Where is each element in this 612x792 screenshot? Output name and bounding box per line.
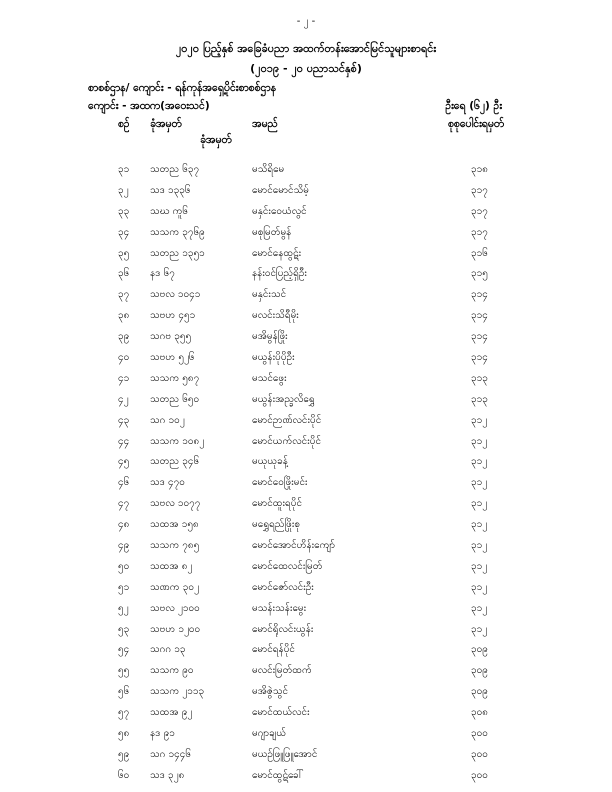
table-row: [0, 620, 612, 641]
total-marks: ၃၁၂: [471, 560, 488, 572]
row-number: ၆၀: [118, 769, 130, 781]
table-row: [0, 661, 612, 682]
table-row: [0, 724, 612, 745]
student-name: မောင်ရိုလင်းယွန်း: [252, 623, 314, 635]
total-marks: ၃၁၂: [471, 602, 488, 614]
total-marks: ၃၁၃: [471, 372, 488, 384]
total-marks: ၃၀၉: [471, 665, 488, 677]
roll-number: သဏက ၃၀၂: [150, 581, 199, 593]
column-header-marks: စုစုပေါင်းရမှတ်: [448, 118, 505, 130]
student-name: မောင်ထယ်လင်း: [252, 707, 310, 719]
total-marks: ၃၁၄: [471, 289, 488, 301]
row-number: ၅၆: [118, 686, 130, 698]
total-marks: ၃၁၂: [471, 581, 488, 593]
row-number: ၃၄: [118, 226, 130, 238]
student-name: မောင်ရန်ပိုင်: [252, 644, 295, 656]
total-marks: ၃၀၀: [471, 769, 488, 781]
roll-number: သသက ၅၈၇: [150, 372, 200, 384]
student-name: မောင်ထူးရပိုင်: [252, 498, 302, 510]
row-number: ၅၀: [118, 560, 130, 572]
roll-number: သထအ ၉၂: [150, 707, 193, 719]
roll-number: သဗလ ၂၁၀၀: [150, 602, 200, 614]
table-row: [0, 536, 612, 557]
document-subtitle: (၂၀၁၉ - ၂၀ ပညာသင်နှစ်): [250, 62, 362, 75]
total-marks: ၃၁၃: [471, 393, 488, 405]
row-number: ၅၅: [118, 665, 130, 677]
student-name: မောင်ထွဋ်ခေါ်: [252, 769, 304, 781]
roll-number: သဗဟ ၄၅၁: [150, 310, 196, 322]
student-name: မရွှေရည်ဖြိုးစု: [252, 519, 301, 531]
total-marks: ၃၁၇: [471, 205, 488, 217]
total-marks: ၃၀၀: [471, 748, 488, 760]
table-row: [0, 160, 612, 181]
roll-number: သသက ၂၁၁၃: [150, 686, 205, 698]
row-number: ၄၉: [118, 540, 130, 552]
table-row: [0, 745, 612, 766]
student-name: မယုယုခန့်: [252, 456, 288, 468]
exam-center-line: စာစစ်ဌာန/ ကျောင်း - ရန်ကုန်အရှေ့ပိုင်းစာစစ်ဌာန: [88, 82, 277, 94]
student-name: မောင်ထေလင်းမြတ်: [252, 560, 323, 572]
student-name: မနှင်းသင်: [252, 289, 287, 301]
roll-number: သတည ၆၃၇: [150, 164, 200, 175]
total-marks: ၃၁၂: [471, 540, 488, 552]
roll-number: သထအ ၁၅၈: [150, 519, 199, 531]
table-row: [0, 244, 612, 265]
roll-number: နဒ ၆၇: [150, 268, 175, 280]
student-name: မောင်ဇော်လင်းဦး: [252, 581, 314, 593]
roll-number: သဒ ၃၂၈: [150, 769, 185, 781]
student-name: မသင်ဖွေး: [252, 372, 287, 384]
roll-number: သဒ ၁၃၃၆: [150, 184, 191, 196]
table-row: [0, 473, 612, 494]
total-marks: ၃၁၈: [471, 164, 488, 175]
total-marks: ၃၁၂: [471, 519, 488, 531]
student-name: မသန်းသန်းမွေး: [252, 602, 307, 614]
total-marks: ၃၁၂: [471, 623, 488, 635]
column-header-roll: ခုံအမှတ်: [150, 118, 182, 130]
total-marks: ၃၁၇: [471, 226, 488, 238]
table-row: [0, 557, 612, 578]
row-number: ၃၈: [118, 310, 130, 322]
row-number: ၅၄: [118, 644, 130, 656]
row-number: ၄၇: [118, 498, 130, 510]
roll-number: သဃ ကူ၆: [150, 205, 189, 217]
row-number: ၃၂: [118, 184, 129, 196]
table-row: [0, 264, 612, 285]
row-number: ၃၃: [118, 205, 130, 217]
student-name: မောင်ဉာဏ်လင်းပိုင်: [252, 414, 322, 426]
row-number: ၅၇: [118, 707, 130, 719]
roll-number: သတည ၃၄၆: [150, 456, 200, 468]
roll-number: သဗဟ ၅၂၆: [150, 352, 195, 364]
row-number: ၃၇: [118, 289, 130, 301]
roll-number: နဒ ၉၁: [150, 728, 175, 740]
document-title: ၂၀၂၀ ပြည့်နှစ် အခြေခံပညာ အထက်တန်းအောင်မြင်သူများစာရင်း: [175, 42, 437, 55]
table-row: [0, 515, 612, 536]
table-row: [0, 640, 612, 661]
roll-number: သသက ၇၈၅: [150, 540, 200, 552]
roll-number: သတည ၁၃၅၁: [150, 247, 205, 259]
table-row: [0, 766, 612, 787]
table-row: [0, 411, 612, 432]
page-number: - ၂ -: [296, 16, 316, 27]
table-row: [0, 432, 612, 453]
roll-number: သတည ၆၅၀: [150, 393, 200, 405]
roll-number: သသက ၁၀၈၂: [150, 435, 205, 447]
column-header-roll-sub: ခုံအမှတ်: [200, 134, 232, 146]
total-marks: ၃၁၄: [471, 310, 488, 322]
roll-number: သဗဟ ၁၂၀၀: [150, 623, 201, 635]
total-marks: ၃၁၅: [471, 268, 488, 280]
roll-number: သဗလ ၁၀၄၁: [150, 289, 201, 301]
roll-number: သထအ ၈၂: [150, 560, 193, 572]
student-name: မောင်ယက်လင်းပိုင်: [252, 435, 322, 447]
roll-number: သဂဗ ၃၅၅: [150, 331, 192, 343]
roll-number: သသက ၃၇၆၉: [150, 226, 205, 238]
table-row: [0, 452, 612, 473]
student-name: မနှင်းဝေယံလွင်: [252, 205, 307, 217]
total-marks: ၃၁၂: [471, 414, 488, 426]
row-number: ၃၁: [118, 164, 130, 175]
table-row: [0, 599, 612, 620]
student-name: မောင်အောင်ဟိန်းကျော်: [252, 540, 336, 552]
row-number: ၅၁: [118, 581, 130, 593]
row-number: ၄၈: [118, 519, 130, 531]
roll-number: သဂဂ ၁၃: [150, 644, 186, 656]
student-name: မအိမွန်ဖြိုး: [252, 331, 288, 343]
total-marks: ၃၁၄: [471, 352, 488, 364]
total-marks: ၃၁၄: [471, 331, 488, 343]
table-row: [0, 703, 612, 724]
row-number: ၃၅: [118, 247, 130, 259]
table-row: [0, 327, 612, 348]
total-marks: ၃၁၆: [471, 247, 488, 259]
row-number: ၄၂: [118, 393, 129, 405]
student-name: မဂျာချယ်: [252, 728, 287, 740]
row-number: ၅၃: [118, 623, 130, 635]
row-number: ၄၃: [118, 414, 130, 426]
student-name: မယဉ်ဖြူဖြူအောင်: [252, 748, 318, 760]
total-marks: ၃၁၇: [471, 184, 488, 196]
student-name: မယွန်းပိုပိုဦး: [252, 352, 295, 364]
table-row: [0, 390, 612, 411]
table-row: [0, 223, 612, 244]
total-marks: ၃၁၂: [471, 435, 488, 447]
row-number: ၄၀: [118, 352, 130, 364]
row-number: ၅၈: [118, 728, 130, 740]
total-marks: ၃၀၈: [471, 707, 488, 719]
student-name: နန်းဝင်ပြည့်ရှိဦး: [252, 268, 307, 280]
total-marks: ၃၀၀: [471, 728, 488, 740]
table-row: [0, 578, 612, 599]
total-marks: ၃၀၉: [471, 686, 488, 698]
roll-number: သသက ၉၀: [150, 665, 194, 677]
roll-number: သဗလ ၁၀၇၇: [150, 498, 201, 510]
column-header-name: အမည်: [252, 118, 278, 130]
table-row: [0, 306, 612, 327]
student-name: မလင်းသိရီမိုး: [252, 310, 299, 322]
table-row: [0, 181, 612, 202]
student-name: မောင်ဝေဖြိုးမင်း: [252, 477, 308, 489]
table-row: [0, 682, 612, 703]
row-number: ၄၄: [118, 435, 130, 447]
table-row: [0, 348, 612, 369]
student-name: မစုမြတ်မွန်: [252, 226, 292, 238]
row-number: ၃၆: [118, 268, 130, 280]
table-row: [0, 494, 612, 515]
row-number: ၄၅: [118, 456, 130, 468]
student-name: မလင်းမြတ်ထက်: [252, 665, 312, 677]
roll-number: သဂ ၁၀၂: [150, 414, 185, 426]
student-name: မအိဇွဲသွင်: [252, 686, 289, 698]
roll-number: သဂ ၁၄၄၆: [150, 748, 192, 760]
table-row: [0, 369, 612, 390]
table-row: [0, 285, 612, 306]
student-name: မောင်မောင်သိမ့်: [252, 184, 309, 196]
column-header-no: စဉ်: [118, 118, 130, 130]
results-table: [0, 160, 612, 787]
student-name: မောင်နေထွဋ်း: [252, 247, 302, 259]
roll-number: သဒ ၄၇၀: [150, 477, 185, 489]
row-number: ၅၂: [118, 602, 129, 614]
total-marks: ၃၁၂: [471, 477, 488, 489]
student-name: မယွန်းအည္ခလိရွှေ: [252, 393, 315, 405]
table-header: [0, 118, 612, 152]
row-number: ၄၆: [118, 477, 130, 489]
total-marks: ၃၀၉: [471, 644, 488, 656]
total-marks: ၃၁၂: [471, 498, 488, 510]
row-number: ၅၉: [118, 748, 130, 760]
table-row: [0, 202, 612, 223]
student-name: မသိရိမေ: [252, 164, 285, 175]
total-marks: ၃၁၂: [471, 456, 488, 468]
row-number: ၃၉: [118, 331, 130, 343]
row-number: ၄၁: [118, 372, 130, 384]
total-count: ဦးရေ (၆၂) ဦး: [445, 100, 502, 112]
school-line: ကျောင်း - အထက(အဝေးသင်): [88, 100, 210, 112]
